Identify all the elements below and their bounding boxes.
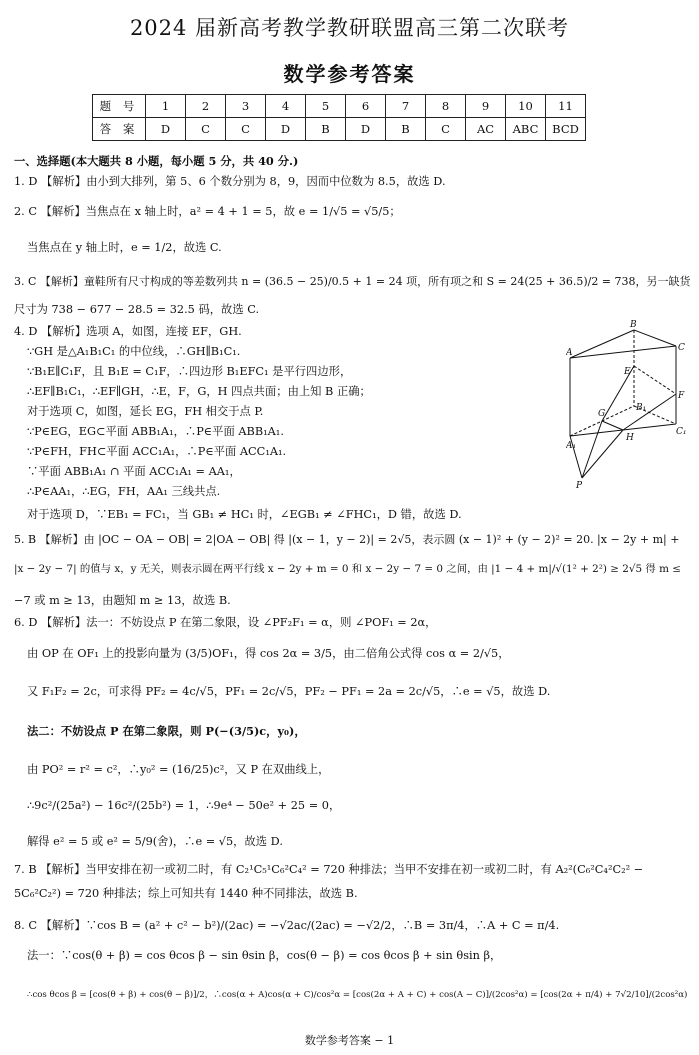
row-label-answer: 答 案 <box>93 118 146 141</box>
page-footer: 数学参考答案 − 1 <box>304 1034 395 1047</box>
solution-line: ∵P∈EG，EG⊂平面 ABB₁A₁，∴P∈平面 ABB₁A₁. <box>27 425 284 438</box>
diagram-label: C₁ <box>676 427 687 437</box>
table-cell: B <box>386 118 426 141</box>
table-cell: C <box>426 118 466 141</box>
table-cell: 5 <box>306 95 346 118</box>
row-label-number: 题 号 <box>93 95 146 118</box>
solution-line: 对于选项 C，如图，延长 EG，FH 相交于点 P. <box>27 405 264 418</box>
table-cell: 6 <box>346 95 386 118</box>
solution-line: 由 OP 在 OF₁ 上的投影向量为 (3/5)OF₁，得 cos 2α = 3/5，由二倍角公式得 cos α = 2/√5， <box>27 647 510 660</box>
diagram-label: A <box>566 348 573 358</box>
table-cell: 8 <box>426 95 466 118</box>
solution-line: ∵B₁E∥C₁F，且 B₁E = C₁F，∴四边形 B₁EFC₁ 是平行四边形， <box>27 365 352 378</box>
diagram-label: B <box>630 320 637 330</box>
answer-table-numbers-row <box>93 95 586 118</box>
solution-line: 4. D 【解析】选项 A，如图，连接 EF，GH. <box>14 325 242 338</box>
table-cell: D <box>346 118 386 141</box>
solution-line: 尺寸为 738 − 677 − 28.5 = 32.5 码，故选 C. <box>14 303 260 316</box>
table-cell: ABC <box>506 118 546 141</box>
prism-diagram <box>566 318 688 490</box>
solution-line: 7. B 【解析】当甲安排在初一或初二时，有 C₂¹C₅¹C₆²C₄² = 720 种排法；当甲不安排在初一或初二时，有 A₂²(C₆²C₄²C₂² − <box>14 863 644 876</box>
solution-line: 又 F₁F₂ = 2c，可求得 PF₂ = 4c/√5，PF₁ = 2c/√5，PF₂ − PF₁ = 2a = 2c/√5，∴e = √5，故选 D. <box>27 685 551 698</box>
solution-line: ∵平面 ABB₁A₁ ∩ 平面 ACC₁A₁ = AA₁， <box>27 465 241 478</box>
solution-line: 1. D 【解析】由小到大排列，第 5、6 个数分别为 8，9，因而中位数为 8.5，故选 D. <box>14 175 446 188</box>
table-cell: 10 <box>506 95 546 118</box>
table-cell: 11 <box>546 95 586 118</box>
solution-line: 6. D 【解析】法一：不妨设点 P 在第二象限，设 ∠PF₂F₁ = α，则 ∠POF₁ = 2α， <box>14 616 437 629</box>
solution-line: 法一：∵cos(θ + β) = cos θcos β − sin θsin β，cos(θ − β) = cos θcos β + sin θsin β， <box>27 949 502 962</box>
table-cell: AC <box>466 118 506 141</box>
solution-line: ∴EF∥B₁C₁，∴EF∥GH，∴E，F，G，H 四点共面；由上知 B 正确； <box>27 385 371 398</box>
solution-line: 2. C 【解析】当焦点在 x 轴上时，a² = 4 + 1 = 5，故 e = 1/√5 = √5/5； <box>14 205 401 218</box>
diagram-label: A₁ <box>566 441 577 451</box>
table-cell: 2 <box>186 95 226 118</box>
solution-line: ∵P∈FH，FH⊂平面 ACC₁A₁，∴P∈平面 ACC₁A₁. <box>27 445 287 458</box>
table-cell: 1 <box>146 95 186 118</box>
solution-line: ∵GH 是△A₁B₁C₁ 的中位线，∴GH∥B₁C₁. <box>27 345 241 358</box>
diagram-label: B₁ <box>636 403 647 413</box>
table-cell: D <box>266 118 306 141</box>
table-cell: C <box>186 118 226 141</box>
solution-line: −7 或 m ≥ 13，由题知 m ≥ 13，故选 B. <box>14 594 231 607</box>
page-subtitle: 数学参考答案 <box>283 62 416 86</box>
answer-table <box>92 94 586 141</box>
diagram-label: F <box>678 391 685 401</box>
solution-line: 解得 e² = 5 或 e² = 5/9(舍)，∴e = √5，故选 D. <box>27 835 283 848</box>
solution-line: 当焦点在 y 轴上时，e = 1/2，故选 C. <box>27 241 222 254</box>
diagram-label: C <box>678 343 685 353</box>
table-cell: 4 <box>266 95 306 118</box>
page-title: 2024 届新高考教学教研联盟高三第二次联考 <box>129 16 570 40</box>
table-cell: 7 <box>386 95 426 118</box>
table-cell: 9 <box>466 95 506 118</box>
table-cell: BCD <box>546 118 586 141</box>
diagram-label: P <box>576 481 583 490</box>
solution-line: 3. C 【解析】童鞋所有尺寸构成的等差数列共 n = (36.5 − 25)/0.5 + 1 = 24 项，所有项之和 S = 24(25 + 36.5)/2 = 738，另一缺货 <box>14 275 691 288</box>
solution-line: ∴cos θcos β = [cos(θ + β) + cos(θ − β)]/2，∴cos(α + A)cos(α + C)/cos²α = [cos(2α + A + C) + cos(A − C)]/(2cos²α) = [cos(2α + π/4) + 7√2/10]/(2cos²α) <box>27 990 688 1000</box>
solution-line: ∴9c²/(25a²) − 16c²/(25b²) = 1，∴9e⁴ − 50e² + 25 = 0， <box>27 799 341 812</box>
solution-line: ∴P∈AA₁，∴EG，FH，AA₁ 三线共点. <box>27 485 221 498</box>
solution-line: 法二：不妨设点 P 在第二象限，则 P(−(3/5)c，y₀)， <box>27 724 306 738</box>
solution-line: 对于选项 D，∵EB₁ = FC₁，当 GB₁ ≠ HC₁ 时，∠EGB₁ ≠ ∠FHC₁，D 错，故选 D. <box>27 508 462 521</box>
table-cell: 3 <box>226 95 266 118</box>
table-cell: D <box>146 118 186 141</box>
table-cell: C <box>226 118 266 141</box>
solution-line: 8. C 【解析】∵cos B = (a² + c² − b²)/(2ac) = −√2ac/(2ac) = −√2/2，∴B = 3π/4，∴A + C = π/4. <box>14 919 560 932</box>
solution-line: 由 PO² = r² = c²，∴y₀² = (16/25)c²，又 P 在双曲线上， <box>27 763 330 776</box>
solution-line: |x − 2y − 7| 的值与 x，y 无关，则表示圆在两平行线 x − 2y + m = 0 和 x − 2y − 7 = 0 之间，由 |1 − 4 + m|/√(1² + 2²) ≥ 2√5 得 m ≤ <box>14 563 681 575</box>
table-cell: B <box>306 118 346 141</box>
solution-line: 5C₆²C₂²) = 720 种排法；综上可知共有 1440 种不同排法，故选 B. <box>14 887 358 900</box>
answer-table-answers-row <box>93 118 586 141</box>
diagram-label: E <box>624 367 631 377</box>
diagram-label: G <box>598 409 606 419</box>
solution-line: 5. B 【解析】由 |OC − OA − OB| = 2|OA − OB| 得 |(x − 1，y − 2)| = 2√5，表示圆 (x − 1)² + (y − 2)² = 20. |x − 2y + m| + <box>14 533 680 546</box>
section-heading: 一、选择题(本大题共 8 小题，每小题 5 分，共 40 分.) <box>14 154 299 168</box>
diagram-label: H <box>626 433 634 443</box>
